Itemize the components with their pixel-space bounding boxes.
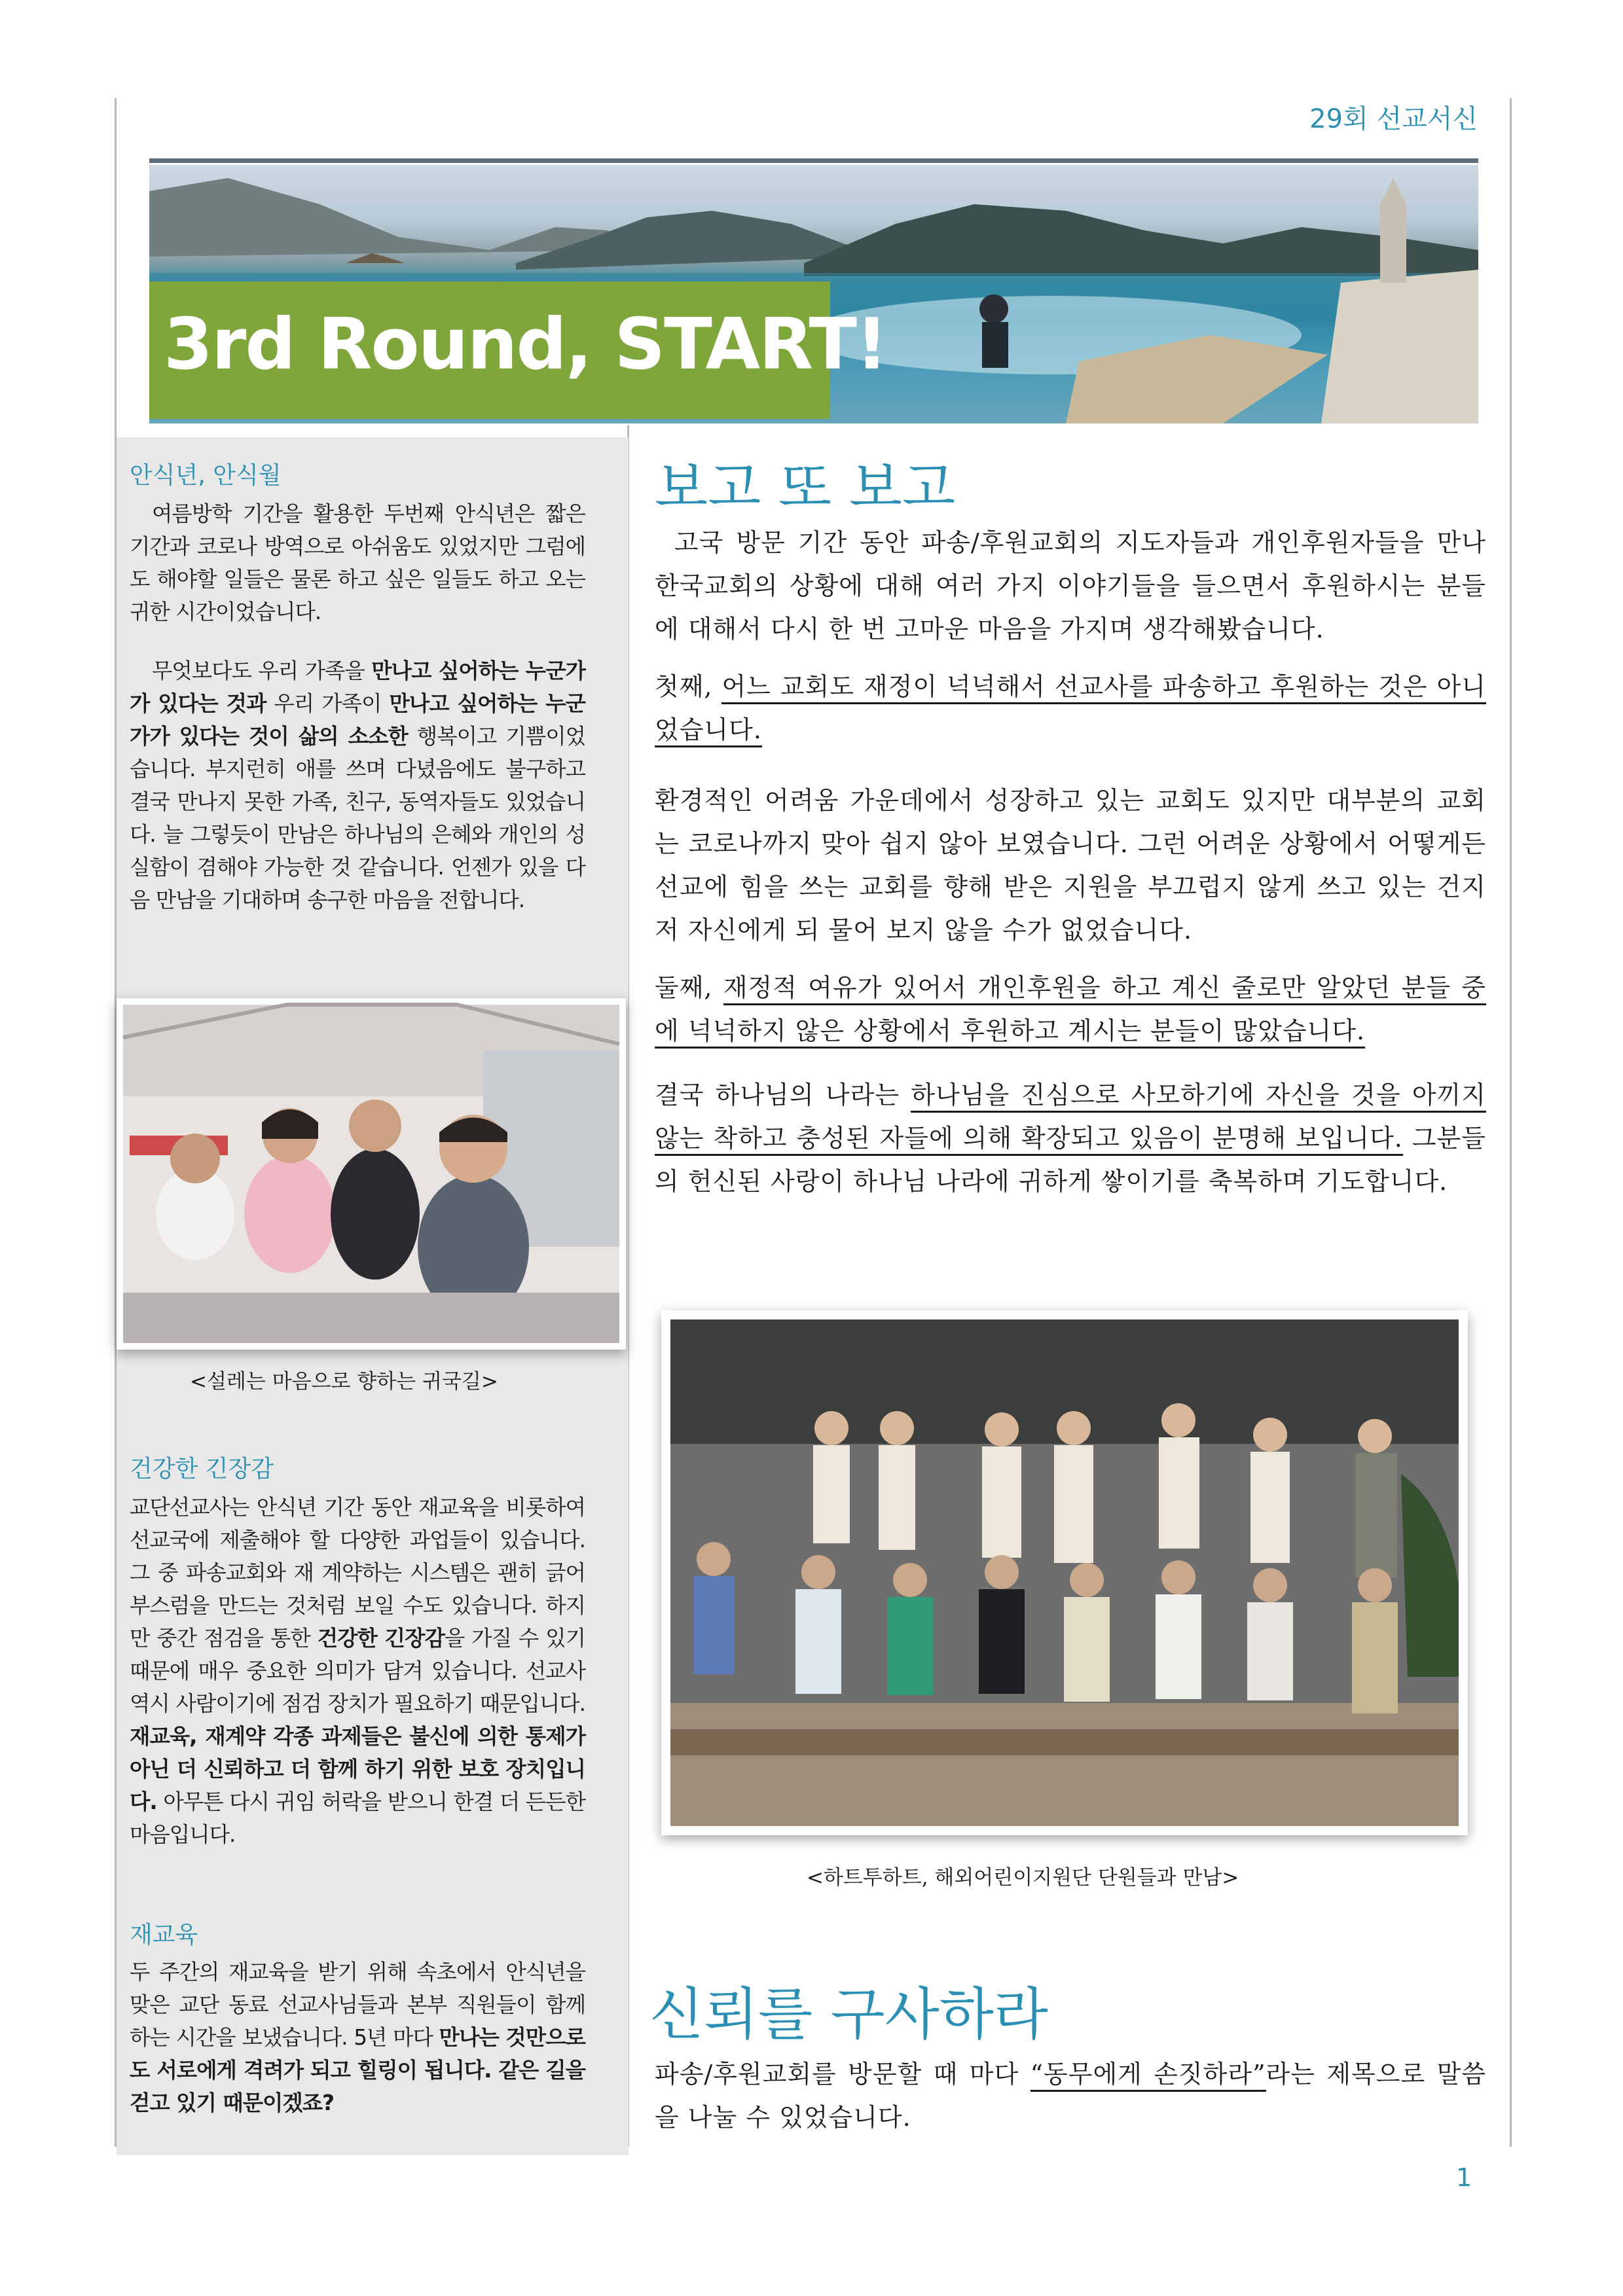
report-paragraph-conclusion: 결국 하나님의 나라는 하나님을 진심으로 사모하기에 자신을 것을 아끼지 않는 착하고 충성된 자들에 의해 확장되고 있음이 분명해 보입니다. 그분들의 헌신된 사랑이 하나님 나라에 귀하게 쌓이기를 축복하며 기도합니다.: [655, 1081, 1486, 1196]
page-number: 1: [1456, 2163, 1472, 2192]
report-paragraph-1: 고국 방문 기간 동안 파송/후원교회의 지도자들과 개인후원자들을 만나 한국교회의 상황에 대해 여러 가지 이야기들을 들으면서 후원하시는 분들에 대해서 다시 한 번 고마운 마음을 가지며 생각해봤습니다.: [655, 528, 1486, 643]
edition-label: 29회 선교서신: [1309, 104, 1478, 134]
retraining-paragraph: 두 주간의 재교육을 받기 위해 속초에서 안식년을 맞은 교단 동료 선교사님들과 본부 직원들이 함께 하는 시간을 보냈습니다. 5년 마다 만나는 것만으로도 서로에게 격려가 되고 힐링이 됩니다. 같은 길을 걷고 있기 때문이겠죠?: [130, 1960, 585, 2115]
section-heading-sabbatical: 안식년, 안식월: [130, 462, 282, 489]
sabbatical-paragraph-2: 무엇보다도 우리 가족을 만나고 싶어하는 누군가가 있다는 것과 우리 가족이 만나고 싶어하는 누군가가 있다는 것이 삶의 소소한 행복이고 기쁨이었습니다. 부지런히 애를 쓰며 다녔음에도 불구하고 결국 만나지 못한 가족, 친구, 동역자들도 있었습니다. 늘 그렇듯이 만남은 하나님의 은혜와 개인의 성실함이 겸해야 가능한 것 같습니다. 언젠가 있을 다음 만남을 기대하며 송구한 마음을 전합니다.: [130, 658, 586, 912]
heading-report-again: 보고 또 보고: [655, 456, 956, 520]
photo-caption-airport: <설레는 마음으로 향하는 귀국길>: [190, 1370, 498, 1393]
healthy-tension-paragraph: 교단선교사는 안식년 기간 동안 재교육을 비롯하여 선교국에 제출해야 할 다양한 과업들이 있습니다. 그 중 파송교회와 재 계약하는 시스템은 괜히 긁어 부스럼을 만드는 것처럼 보일 수도 있습니다. 하지만 중간 점검을 통한 건강한 긴장감을 가질 수 있기 때문에 매우 중요한 의미가 담겨 있습니다. 선교사 역시 사람이기에 점검 장치가 필요하기 때문입니다. 재교육, 재계약 각종 과제들은 불신에 의한 통제가 아닌 더 신뢰하고 더 함께 하기 위한 보호 장치입니다. 아무튼 다시 귀임 허락을 받으니 한결 더 든든한 마음입니다.: [130, 1495, 586, 1847]
report-paragraph-2: 환경적인 어려움 가운데에서 성장하고 있는 교회도 있지만 대부분의 교회는 코로나까지 맞아 쉽지 않아 보였습니다. 그런 어려운 상황에서 어떻게든 선교에 힘을 쓰는 교회를 향해 받은 지원을 부끄럽지 않게 쓰고 있는 건지 저 자신에게 되 물어 보지 않을 수가 없었습니다.: [655, 786, 1486, 944]
banner-title-box: [149, 281, 887, 419]
sabbatical-paragraph-1: 여름방학 기간을 활용한 두번째 안식년은 짧은 기간과 코로나 방역으로 아쉬움도 있었지만 그럼에도 해야할 일들은 물론 하고 싶은 일들도 하고 오는 귀한 시간이었습니다.: [130, 501, 585, 624]
right-margin-line: [1510, 98, 1512, 2147]
banner-title: 3rd Round, START!: [164, 304, 887, 386]
photo-group-heart-to-heart: [661, 1310, 1468, 1835]
report-paragraph-second: 둘째, 재정적 여유가 있어서 개인후원을 하고 계신 줄로만 알았던 분들 중에 넉넉하지 않은 상황에서 후원하고 계시는 분들이 많았습니다.: [655, 966, 1486, 1052]
banner-top-rule: [149, 158, 1478, 163]
photo-family-airport: [117, 998, 626, 1350]
section-heading-retraining: 재교육: [130, 1922, 198, 1948]
trust-paragraph: 파송/후원교회를 방문할 때 마다 “동무에게 손짓하라”라는 제목으로 말씀을 나눌 수 있었습니다.: [655, 2060, 1486, 2132]
report-paragraph-first: 첫째, 어느 교회도 재정이 넉넉해서 선교사를 파송하고 후원하는 것은 아니었습니다.: [655, 665, 1486, 751]
heading-trust: 신뢰를 구사하라: [649, 1982, 1048, 2047]
section-heading-healthy-tension: 건강한 긴장감: [130, 1456, 274, 1482]
photo-caption-group: <하트투하트, 해외어린이지원단 단원들과 만남>: [807, 1866, 1239, 1890]
